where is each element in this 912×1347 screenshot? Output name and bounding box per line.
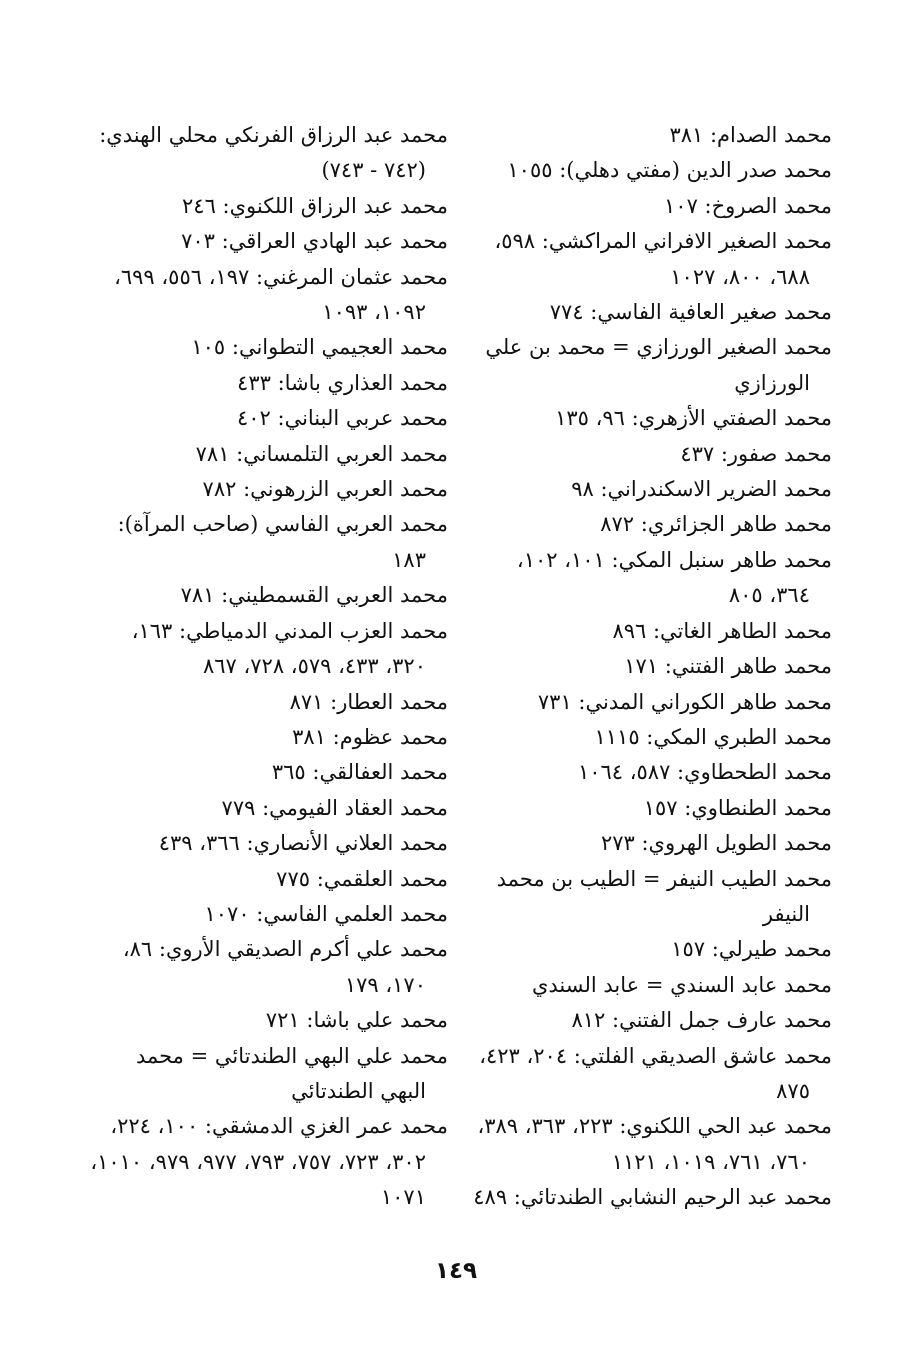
index-entry: محمد الضرير الاسكندراني: ٩٨	[571, 477, 832, 502]
index-entry: محمد صدر الدين (مفتي دهلي): ١٠٥٥	[507, 158, 832, 183]
index-entry: محمد العزب المدني الدمياطي: ١٦٣، ٣٢٠، ٤٣٣، ٥٧٩، ٧٢٨، ٨٦٧	[131, 618, 448, 679]
index-column-right	[470, 118, 832, 1216]
index-entry: محمد الصغير الورزازي = محمد بن علي الورزازي	[485, 335, 832, 395]
index-entry: محمد الطبري المكي: ١١١٥	[594, 724, 832, 749]
index-entry: محمد عربي البناني: ٤٠٢	[236, 406, 448, 431]
page-number: ١٤٩	[434, 1258, 478, 1284]
index-entry: محمد طيرلي: ١٥٧	[671, 937, 832, 962]
index-entry: محمد الطاهر الغاتي: ٨٩٦	[612, 618, 832, 643]
index-entry: محمد الطويل الهروي: ٢٧٣	[600, 831, 832, 856]
index-entry: محمد طاهر الجزائري: ٨٧٢	[600, 512, 832, 537]
index-entry: محمد علي أكرم الصديقي الأروي: ٨٦، ١٧٠، ١٧٩	[122, 937, 448, 997]
index-entry: محمد عبد الرزاق اللكنوي: ٢٤٦	[182, 193, 448, 218]
index-entry: محمد علي البهي الطندتائي = محمد البهي الطندتائي	[135, 1043, 448, 1103]
index-entry: محمد العلمي الفاسي: ١٠٧٠	[204, 901, 448, 926]
index-entry: محمد صفور: ٤٣٧	[680, 441, 832, 466]
index-entry: محمد الطنطاوي: ١٥٧	[643, 795, 832, 820]
index-entry: محمد عمر الغزي الدمشقي: ١٠٠، ٢٢٤، ٣٠٢، ٧٢٣، ٧٥٧، ٧٩٣، ٩٧٧، ٩٧٩، ١٠١٠، ١٠٧١	[90, 1114, 448, 1210]
index-entry: محمد عثمان المرغني: ١٩٧، ٥٥٦، ٦٩٩، ١٠٩٢، ١٠٩٣	[114, 264, 448, 325]
index-entry: محمد العقاد الفيومي: ٧٧٩	[221, 795, 448, 820]
index-entry: محمد العربي القسمطيني: ٧٨١	[180, 583, 448, 608]
index-entry: محمد عبد الحي اللكنوي: ٢٢٣، ٣٦٣، ٣٨٩، ٧٦٠، ٧٦١، ١٠١٩، ١١٢١	[477, 1114, 832, 1174]
index-entry: محمد الصدام: ٣٨١	[669, 123, 832, 147]
index-entry: محمد طاهر الفتني: ١٧١	[624, 654, 832, 679]
index-entry: محمد عبد الرزاق الفرنكي محلي الهندي: (٧٤٢ - ٧٤٣)	[99, 123, 448, 183]
index-column-left	[86, 118, 448, 1216]
index-entry: محمد عبد الهادي العراقي: ٧٠٣	[181, 229, 448, 254]
index-entry: محمد عابد السندي = عابد السندي	[531, 972, 832, 997]
index-entry: محمد العربي الفاسي (صاحب المرآة): ١٨٣	[117, 512, 448, 572]
index-entry: محمد العلاني الأنصاري: ٣٦٦، ٤٣٩	[158, 831, 448, 856]
index-entry: محمد العلقمي: ٧٧٥	[276, 866, 448, 891]
index-entry: محمد العطار: ٨٧١	[289, 689, 448, 714]
index-entry: محمد علي باشا: ٧٢١	[265, 1008, 448, 1033]
index-entry: محمد طاهر الكوراني المدني: ٧٣١	[537, 689, 832, 714]
index-entry: محمد العربي الزرهوني: ٧٨٢	[202, 477, 448, 502]
index-entry: محمد الطيب النيفر = الطيب بن محمد النيفر	[496, 866, 832, 926]
index-entry: محمد العذاري باشا: ٤٣٣	[237, 370, 448, 395]
index-entry: محمد طاهر سنبل المكي: ١٠١، ١٠٢، ٣٦٤، ٨٠٥	[516, 547, 832, 608]
index-entry: محمد عاشق الصديقي الفلتي: ٢٠٤، ٤٢٣، ٨٧٥	[479, 1043, 832, 1103]
index-entry: محمد الصغير الافراني المراكشي: ٥٩٨، ٦٨٨، ٨٠٠، ١٠٢٧	[494, 229, 832, 289]
index-entry: محمد الصروخ: ١٠٧	[664, 193, 832, 218]
index-entry: محمد العجيمي التطواني: ١٠٥	[191, 335, 448, 360]
index-entry: محمد عبد الرحيم النشابي الطندتائي: ٤٨٩	[473, 1185, 832, 1210]
index-entry: محمد الطحطاوي: ٥٨٧، ١٠٦٤	[577, 760, 832, 785]
index-entry: محمد العفالقي: ٣٦٥	[271, 760, 448, 785]
index-entry: محمد العربي التلمساني: ٧٨١	[195, 441, 448, 466]
index-entry: محمد عظوم: ٣٨١	[292, 724, 448, 749]
index-entry: محمد صغير العافية الفاسي: ٧٧٤	[549, 300, 832, 325]
index-entry: محمد الصفتي الأزهري: ٩٦، ١٣٥	[555, 406, 832, 431]
index-entry: محمد عارف جمل الفتني: ٨١٢	[571, 1008, 832, 1033]
